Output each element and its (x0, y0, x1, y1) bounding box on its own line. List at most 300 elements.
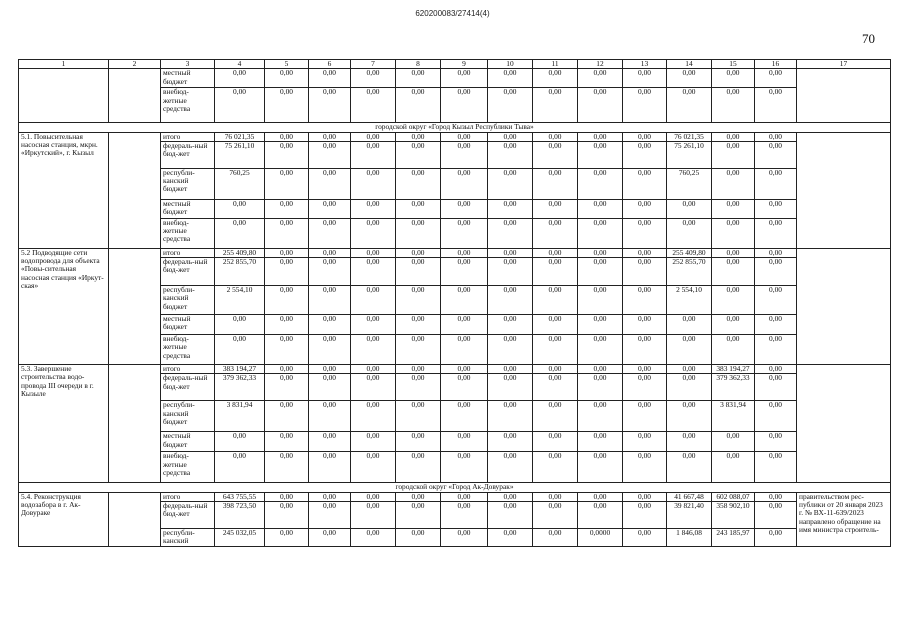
amount-cell: 379 362,33 (215, 374, 265, 401)
amount-cell: 0,00 (667, 199, 712, 218)
amount-cell: 0,00 (309, 218, 351, 248)
amount-cell: 0,00 (351, 335, 396, 365)
amount-cell: 0,00 (351, 401, 396, 432)
note-cell (797, 132, 891, 248)
amount-cell: 0,00 (441, 168, 488, 199)
amount-cell: 0,00 (667, 335, 712, 365)
amount-cell: 0,00 (309, 141, 351, 168)
amount-cell: 0,00 (351, 218, 396, 248)
amount-cell: 0,00 (578, 258, 623, 286)
amount-cell: 0,00 (578, 502, 623, 529)
amount-cell: 0,00 (441, 365, 488, 374)
amount-cell: 0,00 (623, 168, 667, 199)
amount-cell: 0,00 (441, 141, 488, 168)
amount-cell: 0,00 (578, 199, 623, 218)
amount-cell: 0,00 (265, 315, 309, 335)
amount-cell: 0,00 (396, 218, 441, 248)
table-body (19, 69, 891, 547)
amount-cell: 0,00 (578, 286, 623, 315)
amount-cell: 0,00 (667, 88, 712, 123)
budget-table (18, 59, 891, 547)
amount-cell: 0,00 (712, 315, 755, 335)
amount-cell: 0,00 (441, 374, 488, 401)
amount-cell: 0,00 (667, 432, 712, 452)
object-name: 5.4. Реконструкция водозабора в г. Ак-Довураке (19, 492, 109, 546)
funding-source: федераль-ный бюд-жет (161, 374, 215, 401)
amount-cell: 0,00 (488, 529, 533, 547)
amount-cell: 0,00 (309, 286, 351, 315)
amount-cell: 0,00 (488, 335, 533, 365)
amount-cell: 0,00 (755, 502, 797, 529)
amount-cell: 0,00 (755, 88, 797, 123)
amount-cell: 0,00 (309, 315, 351, 335)
amount-cell: 0,00 (578, 141, 623, 168)
amount-cell: 0,00 (533, 374, 578, 401)
amount-cell: 0,00 (488, 199, 533, 218)
amount-cell: 0,00 (488, 88, 533, 123)
funding-source: итого (161, 365, 215, 374)
section-title: городской округ «Город Кызыл Республики Тыва» (19, 123, 891, 132)
amount-cell: 0,00 (623, 502, 667, 529)
amount-cell: 0,00 (215, 452, 265, 483)
amount-cell: 0,00 (215, 218, 265, 248)
amount-cell: 0,00 (623, 529, 667, 547)
amount-cell: 0,00 (309, 248, 351, 257)
amount-cell: 0,00 (578, 432, 623, 452)
amount-cell: 0,00 (488, 365, 533, 374)
amount-cell: 0,00 (755, 401, 797, 432)
amount-cell: 0,00 (755, 374, 797, 401)
amount-cell: 0,00 (265, 401, 309, 432)
amount-cell: 243 185,97 (712, 529, 755, 547)
amount-cell: 0,00 (441, 529, 488, 547)
column-header: 7 (351, 60, 396, 69)
funding-source: внебюд-жетные средства (161, 218, 215, 248)
amount-cell: 0,00 (578, 335, 623, 365)
amount-cell: 0,00 (309, 335, 351, 365)
amount-cell: 0,00 (441, 286, 488, 315)
amount-cell: 76 021,35 (667, 132, 712, 141)
amount-cell: 0,00 (488, 69, 533, 88)
amount-cell: 0,00 (623, 374, 667, 401)
amount-cell: 0,00 (667, 218, 712, 248)
amount-cell: 0,00 (533, 199, 578, 218)
amount-cell: 3 831,94 (712, 401, 755, 432)
amount-cell: 0,00 (309, 88, 351, 123)
amount-cell: 0,00 (441, 218, 488, 248)
funding-source: местный бюджет (161, 69, 215, 88)
amount-cell: 0,00 (488, 132, 533, 141)
amount-cell: 0,00 (309, 258, 351, 286)
amount-cell: 0,00 (578, 69, 623, 88)
amount-cell: 0,00 (396, 88, 441, 123)
amount-cell: 0,00 (578, 218, 623, 248)
amount-cell: 0,00 (351, 315, 396, 335)
amount-cell: 0,00 (712, 141, 755, 168)
amount-cell: 0,00 (396, 401, 441, 432)
amount-cell: 0,00 (712, 248, 755, 257)
amount-cell: 0,00 (396, 492, 441, 501)
amount-cell: 0,00 (533, 248, 578, 257)
amount-cell: 0,00 (712, 132, 755, 141)
amount-cell: 0,00 (533, 401, 578, 432)
amount-cell: 0,00 (533, 258, 578, 286)
amount-cell: 0,00 (755, 248, 797, 257)
amount-cell: 0,00 (441, 199, 488, 218)
amount-cell: 379 362,33 (712, 374, 755, 401)
column-header: 3 (161, 60, 215, 69)
amount-cell: 0,00 (215, 69, 265, 88)
page-number: 70 (862, 31, 875, 46)
amount-cell: 0,00 (755, 199, 797, 218)
amount-cell: 0,00 (265, 248, 309, 257)
amount-cell: 0,00 (441, 315, 488, 335)
column-header: 11 (533, 60, 578, 69)
amount-cell: 0,00 (396, 248, 441, 257)
amount-cell: 0,00 (623, 248, 667, 257)
column-header: 6 (309, 60, 351, 69)
section-title: городской округ «Город Ак-Довурак» (19, 483, 891, 492)
amount-cell: 0,00 (351, 492, 396, 501)
amount-cell: 0,00 (309, 492, 351, 501)
amount-cell: 0,00 (623, 492, 667, 501)
amount-cell: 0,00 (578, 374, 623, 401)
amount-cell: 0,00 (396, 432, 441, 452)
amount-cell: 0,00 (623, 88, 667, 123)
amount-cell: 0,00 (351, 199, 396, 218)
amount-cell: 0,00 (396, 335, 441, 365)
funding-source: местный бюджет (161, 432, 215, 452)
amount-cell: 0,00 (351, 286, 396, 315)
amount-cell: 0,00 (351, 374, 396, 401)
amount-cell: 0,00 (351, 168, 396, 199)
column-2-cell (109, 492, 161, 546)
amount-cell: 41 667,48 (667, 492, 712, 501)
amount-cell: 75 261,10 (215, 141, 265, 168)
amount-cell: 0,00 (533, 69, 578, 88)
amount-cell: 0,00 (578, 452, 623, 483)
amount-cell: 0,00 (265, 168, 309, 199)
amount-cell: 0,00 (309, 365, 351, 374)
amount-cell: 643 755,55 (215, 492, 265, 501)
amount-cell: 0,00 (265, 286, 309, 315)
funding-source: итого (161, 132, 215, 141)
funding-source: федераль-ный бюд-жет (161, 141, 215, 168)
amount-cell: 0,00 (755, 141, 797, 168)
object-name: 5.1. Повысительная насосная станция, мкрн. «Иркутский», г. Кызыл (19, 132, 109, 248)
amount-cell: 0,00 (396, 315, 441, 335)
amount-cell: 0,00 (533, 335, 578, 365)
amount-cell: 0,00 (533, 132, 578, 141)
column-header: 17 (797, 60, 891, 69)
amount-cell: 0,00 (309, 168, 351, 199)
amount-cell: 0,00 (351, 69, 396, 88)
document-id: 620200083/27414(4) (415, 9, 490, 18)
amount-cell: 76 021,35 (215, 132, 265, 141)
funding-source: внебюд-жетные средства (161, 88, 215, 123)
amount-cell: 0,00 (488, 315, 533, 335)
amount-cell: 0,00 (533, 452, 578, 483)
amount-cell: 760,25 (667, 168, 712, 199)
amount-cell: 0,00 (533, 286, 578, 315)
amount-cell: 0,00 (441, 248, 488, 257)
amount-cell: 0,00 (265, 432, 309, 452)
amount-cell: 0,00 (488, 258, 533, 286)
column-header: 13 (623, 60, 667, 69)
amount-cell: 0,00 (578, 88, 623, 123)
amount-cell: 0,00 (755, 315, 797, 335)
funding-source: местный бюджет (161, 199, 215, 218)
amount-cell: 0,00 (441, 502, 488, 529)
amount-cell: 2 554,10 (215, 286, 265, 315)
amount-cell: 0,00 (265, 452, 309, 483)
amount-cell: 0,00 (488, 492, 533, 501)
amount-cell: 0,00 (755, 452, 797, 483)
amount-cell: 0,00 (441, 335, 488, 365)
amount-cell: 0,00 (755, 432, 797, 452)
amount-cell: 0,00 (265, 88, 309, 123)
amount-cell: 0,00 (578, 248, 623, 257)
amount-cell: 0,00 (578, 168, 623, 199)
amount-cell: 0,00 (623, 199, 667, 218)
amount-cell: 0,00 (396, 529, 441, 547)
object-name: 5.2 Подводящие сети водопровода для объекта «Повы-сительная насосная станция «Иркут-ская» (19, 248, 109, 364)
note-cell: правительством рес-публики от 20 января 2023 г. № ВХ-11-639/2023 направлено обращение на имя министра строитель- (797, 492, 891, 546)
amount-cell: 0,00 (578, 132, 623, 141)
funding-source: республи-канский бюджет (161, 168, 215, 199)
amount-cell: 0,00 (351, 432, 396, 452)
amount-cell: 358 902,10 (712, 502, 755, 529)
amount-cell: 0,00 (712, 258, 755, 286)
amount-cell: 0,00 (351, 88, 396, 123)
amount-cell: 0,00 (712, 286, 755, 315)
amount-cell: 0,00 (755, 529, 797, 547)
amount-cell: 0,00 (712, 335, 755, 365)
amount-cell: 0,00 (396, 141, 441, 168)
amount-cell: 0,00 (623, 141, 667, 168)
amount-cell: 0,00 (265, 529, 309, 547)
column-header: 2 (109, 60, 161, 69)
amount-cell: 0,00 (533, 141, 578, 168)
amount-cell: 0,00 (755, 492, 797, 501)
amount-cell: 0,00 (488, 432, 533, 452)
amount-cell: 0,00 (441, 69, 488, 88)
amount-cell: 0,00 (215, 335, 265, 365)
amount-cell: 0,00 (265, 199, 309, 218)
amount-cell: 0,00 (488, 248, 533, 257)
object-name: 5.3. Завершение строительства водо-провода III очереди в г. Кызыле (19, 365, 109, 483)
amount-cell: 0,00 (441, 88, 488, 123)
amount-cell: 0,00 (265, 258, 309, 286)
amount-cell: 0,00 (309, 374, 351, 401)
amount-cell: 0,00 (265, 218, 309, 248)
funding-source: итого (161, 492, 215, 501)
amount-cell: 0,00 (309, 401, 351, 432)
amount-cell: 0,00 (488, 452, 533, 483)
amount-cell: 0,00 (623, 286, 667, 315)
amount-cell: 0,00 (533, 168, 578, 199)
amount-cell: 0,00 (309, 132, 351, 141)
amount-cell: 0,00 (755, 69, 797, 88)
amount-cell: 0,00 (309, 199, 351, 218)
amount-cell: 383 194,27 (215, 365, 265, 374)
amount-cell: 255 409,80 (215, 248, 265, 257)
amount-cell: 0,00 (667, 315, 712, 335)
amount-cell: 0,00 (396, 168, 441, 199)
amount-cell: 0,00 (309, 529, 351, 547)
amount-cell: 0,00 (712, 452, 755, 483)
amount-cell: 0,00 (712, 168, 755, 199)
amount-cell: 760,25 (215, 168, 265, 199)
amount-cell: 0,00 (533, 492, 578, 501)
funding-source: республи-канский (161, 529, 215, 547)
note-cell (797, 69, 891, 123)
amount-cell: 0,00 (265, 141, 309, 168)
amount-cell: 0,00 (488, 286, 533, 315)
amount-cell: 0,00 (265, 69, 309, 88)
amount-cell: 0,00 (396, 374, 441, 401)
amount-cell: 0,00 (623, 365, 667, 374)
column-header: 9 (441, 60, 488, 69)
amount-cell: 0,00 (265, 132, 309, 141)
amount-cell: 0,00 (215, 199, 265, 218)
amount-cell: 0,00 (441, 132, 488, 141)
table-row (19, 365, 891, 374)
amount-cell: 0,00 (396, 199, 441, 218)
amount-cell: 0,00 (441, 401, 488, 432)
amount-cell: 0,00 (533, 315, 578, 335)
column-header: 1 (19, 60, 109, 69)
funding-source: федераль-ный бюд-жет (161, 258, 215, 286)
column-2-cell (109, 248, 161, 364)
amount-cell: 0,00 (578, 315, 623, 335)
amount-cell: 0,00 (351, 365, 396, 374)
note-cell (797, 248, 891, 364)
amount-cell: 1 846,08 (667, 529, 712, 547)
amount-cell: 0,00 (396, 132, 441, 141)
amount-cell: 383 194,27 (712, 365, 755, 374)
amount-cell: 0,00 (396, 502, 441, 529)
column-header: 5 (265, 60, 309, 69)
amount-cell: 245 032,05 (215, 529, 265, 547)
amount-cell: 0,00 (309, 432, 351, 452)
table-row (19, 492, 891, 501)
amount-cell: 0,00 (351, 529, 396, 547)
amount-cell: 0,00 (309, 69, 351, 88)
amount-cell: 0,00 (667, 374, 712, 401)
amount-cell: 0,00 (712, 199, 755, 218)
amount-cell: 0,00 (623, 132, 667, 141)
amount-cell: 0,00 (712, 88, 755, 123)
amount-cell: 398 723,50 (215, 502, 265, 529)
table-row (19, 132, 891, 141)
amount-cell: 0,00 (755, 132, 797, 141)
amount-cell: 3 831,94 (215, 401, 265, 432)
amount-cell: 0,00 (533, 88, 578, 123)
funding-source: федераль-ный бюд-жет (161, 502, 215, 529)
section-row (19, 123, 891, 132)
amount-cell: 75 261,10 (667, 141, 712, 168)
amount-cell: 0,00 (755, 258, 797, 286)
amount-cell: 0,00 (623, 335, 667, 365)
amount-cell: 0,00 (488, 401, 533, 432)
amount-cell: 0,00 (441, 258, 488, 286)
amount-cell: 0,00 (755, 168, 797, 199)
amount-cell: 0,00 (396, 286, 441, 315)
column-header: 10 (488, 60, 533, 69)
column-header: 4 (215, 60, 265, 69)
amount-cell: 0,00 (488, 168, 533, 199)
amount-cell: 0,00 (623, 432, 667, 452)
amount-cell: 0,00 (309, 502, 351, 529)
amount-cell: 0,00 (623, 69, 667, 88)
header-row (19, 60, 891, 69)
amount-cell: 0,00 (441, 432, 488, 452)
note-cell (797, 365, 891, 483)
funding-source: внебюд-жетные средства (161, 335, 215, 365)
amount-cell: 0,00 (488, 141, 533, 168)
amount-cell: 0,00 (396, 452, 441, 483)
table-row (19, 248, 891, 257)
amount-cell: 0,00 (667, 452, 712, 483)
amount-cell: 0,00 (533, 529, 578, 547)
amount-cell: 0,00 (712, 432, 755, 452)
amount-cell: 0,00 (488, 218, 533, 248)
amount-cell: 0,00 (755, 286, 797, 315)
amount-cell: 0,00 (265, 365, 309, 374)
amount-cell: 252 855,70 (215, 258, 265, 286)
column-header: 8 (396, 60, 441, 69)
amount-cell: 0,00 (755, 365, 797, 374)
amount-cell: 0,00 (351, 132, 396, 141)
amount-cell: 0,00 (533, 432, 578, 452)
amount-cell: 0,00 (441, 452, 488, 483)
amount-cell: 0,00 (578, 492, 623, 501)
amount-cell: 39 821,40 (667, 502, 712, 529)
funding-source: внебюд-жетные средства (161, 452, 215, 483)
amount-cell: 255 409,80 (667, 248, 712, 257)
amount-cell: 0,00 (351, 502, 396, 529)
column-header: 16 (755, 60, 797, 69)
column-2-cell (109, 69, 161, 123)
amount-cell: 0,00 (755, 218, 797, 248)
amount-cell: 0,00 (623, 218, 667, 248)
amount-cell: 0,00 (623, 315, 667, 335)
amount-cell: 0,00 (755, 335, 797, 365)
amount-cell: 0,00 (488, 502, 533, 529)
amount-cell: 0,00 (351, 258, 396, 286)
amount-cell: 0,00 (265, 492, 309, 501)
amount-cell: 0,00 (265, 374, 309, 401)
amount-cell: 0,00 (441, 492, 488, 501)
amount-cell: 0,00 (667, 69, 712, 88)
amount-cell: 2 554,10 (667, 286, 712, 315)
column-header: 15 (712, 60, 755, 69)
amount-cell: 0,00 (215, 432, 265, 452)
amount-cell: 0,00 (351, 141, 396, 168)
funding-source: местный бюджет (161, 315, 215, 335)
amount-cell: 0,00 (488, 374, 533, 401)
amount-cell: 602 088,07 (712, 492, 755, 501)
amount-cell: 0,00 (533, 502, 578, 529)
amount-cell: 0,00 (309, 452, 351, 483)
amount-cell: 0,00 (396, 365, 441, 374)
object-name (19, 69, 109, 123)
amount-cell: 0,00 (215, 315, 265, 335)
funding-source: республи-канский бюджет (161, 401, 215, 432)
amount-cell: 0,00 (578, 401, 623, 432)
amount-cell: 0,0000 (578, 529, 623, 547)
